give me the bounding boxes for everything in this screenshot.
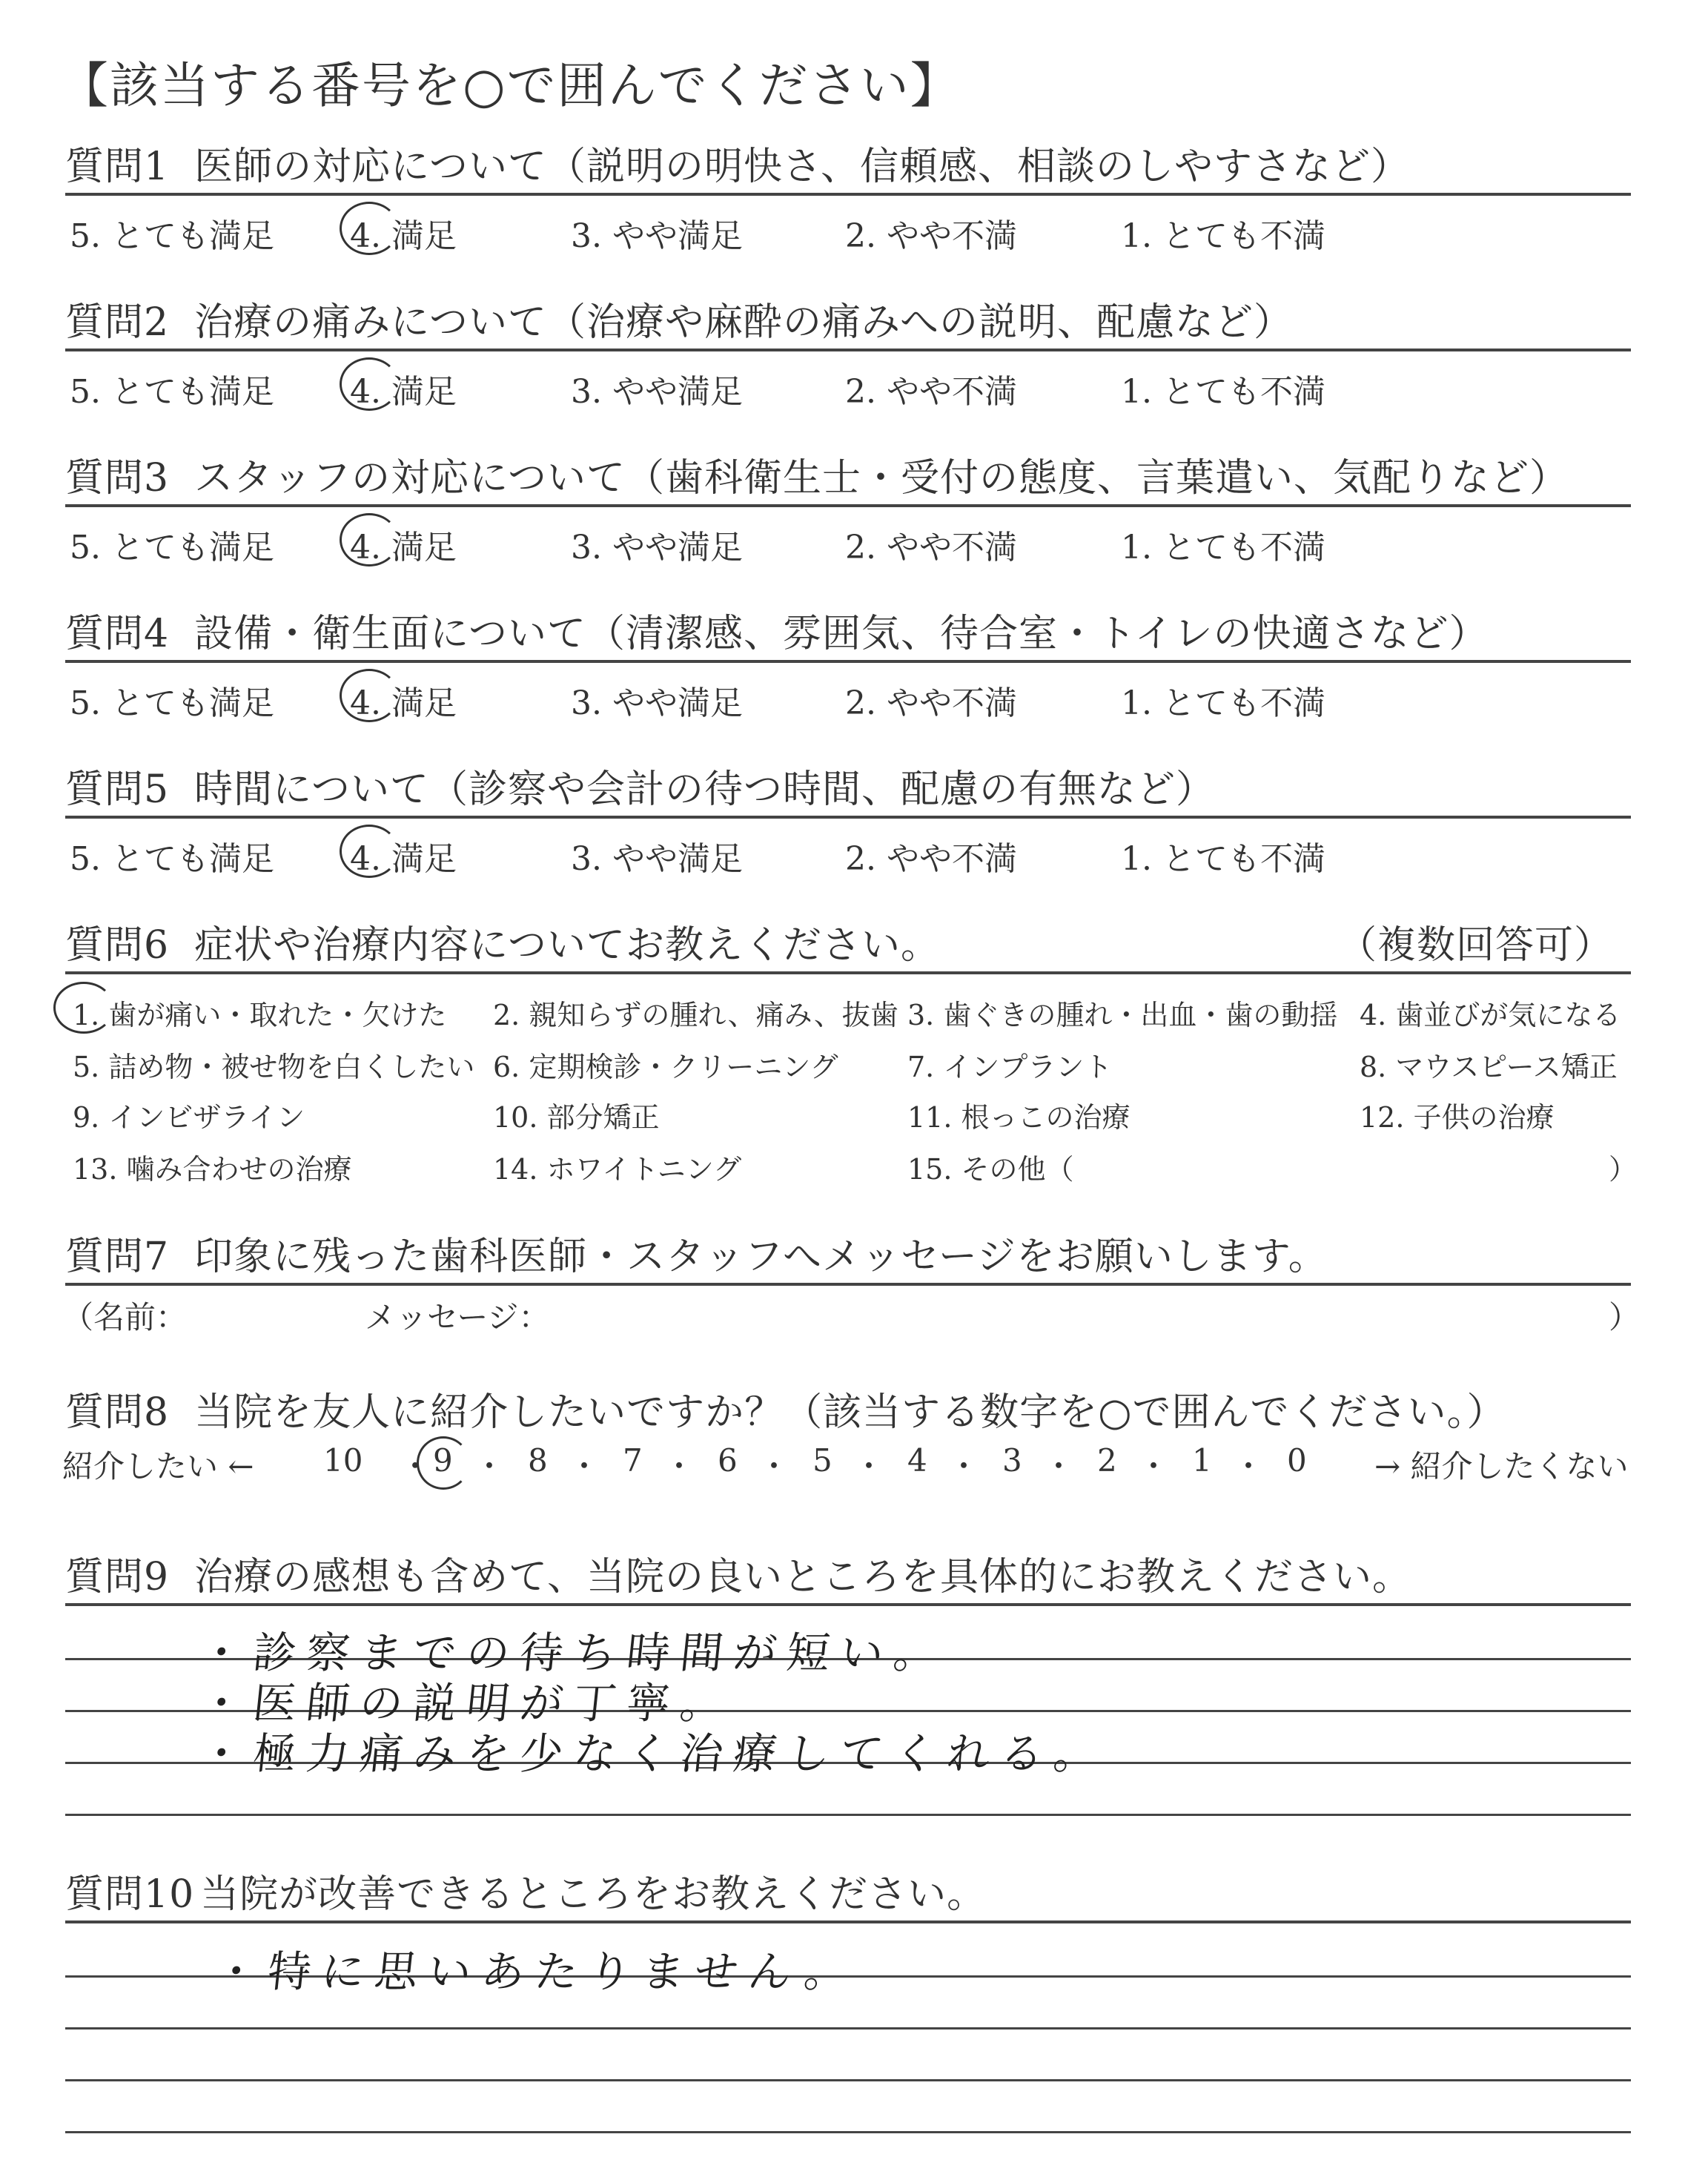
scale-0[interactable]: 0	[1287, 1442, 1307, 1479]
scale-dot: ・	[948, 1448, 980, 1484]
option-4[interactable]: 4. 満足	[350, 840, 457, 878]
option-1[interactable]: 1. とても不満	[1121, 529, 1325, 567]
handwritten-answer: ・特に思いあたりません。	[211, 1946, 861, 1997]
answer-line	[65, 2027, 1631, 2029]
question-3-heading	[65, 452, 1631, 507]
q6-item-15-close: ）	[1609, 1153, 1638, 1186]
question-10-heading	[65, 1869, 1631, 1923]
option-1[interactable]: 1. とても不満	[1121, 840, 1325, 878]
q6-item-11[interactable]: 11. 根っこの治療	[907, 1101, 1131, 1134]
answer-line	[65, 2131, 1631, 2133]
q6-item-15[interactable]: 15. その他（	[907, 1153, 1074, 1186]
option-3[interactable]: 3. やや満足	[571, 840, 743, 878]
option-3[interactable]: 3. やや満足	[571, 529, 743, 567]
question-5-heading	[65, 764, 1631, 819]
question-number: 質問8	[65, 1390, 170, 1435]
option-2[interactable]: 2. やや不満	[845, 529, 1017, 567]
scale-dot: ・	[663, 1448, 695, 1484]
option-1[interactable]: 1. とても不満	[1121, 217, 1325, 255]
scale-dot: ・	[400, 1448, 431, 1484]
option-1[interactable]: 1. とても不満	[1121, 684, 1325, 722]
question-number: 質問9	[65, 1555, 170, 1599]
question-text: 当院が改善できるところをお教えください。	[200, 1872, 987, 1917]
multiple-answers-note: （複数回答可）	[1337, 923, 1613, 968]
q6-item-7[interactable]: 7. インプラント	[907, 1051, 1113, 1083]
scale-dot: ・	[474, 1448, 506, 1484]
question-text: 治療の感想も含めて、当院の良いところを具体的にお教えください。	[194, 1555, 1412, 1599]
question-text: 設備・衛生面について（清潔感、雰囲気、待合室・トイレの快適さなど）	[194, 612, 1489, 656]
q6-item-3[interactable]: 3. 歯ぐきの腫れ・出血・歯の動揺	[907, 999, 1338, 1031]
question-2-heading	[65, 297, 1631, 351]
question-text: 時間について（診察や会計の待つ時間、配慮の有無など）	[194, 767, 1216, 812]
answer-line	[65, 1814, 1631, 1816]
selection-circle	[340, 825, 399, 878]
question-number: 質問2	[65, 300, 170, 345]
recommend-scale	[62, 1442, 1634, 1487]
scale-9[interactable]: 9	[433, 1442, 453, 1479]
scale-3[interactable]: 3	[1002, 1442, 1022, 1479]
option-4[interactable]: 4. 満足	[350, 373, 457, 411]
q6-item-5[interactable]: 5. 詰め物・被せ物を白くしたい	[73, 1051, 475, 1083]
scale-2[interactable]: 2	[1097, 1442, 1117, 1479]
name-label: （名前：	[62, 1299, 188, 1335]
option-2[interactable]: 2. やや不満	[845, 684, 1017, 722]
selection-circle	[340, 357, 399, 411]
scale-dot: ・	[1138, 1448, 1170, 1484]
option-4[interactable]: 4. 満足	[350, 529, 457, 567]
selection-circle	[53, 982, 114, 1034]
question-number: 質問1	[65, 145, 170, 189]
scale-1[interactable]: 1	[1192, 1442, 1212, 1479]
q6-item-13[interactable]: 13. 噛み合わせの治療	[73, 1153, 352, 1186]
handwritten-answer: ・極力痛みを少なく治療してくれる。	[196, 1728, 1110, 1779]
page-title: 【該当する番号を○で囲んでください】	[59, 57, 961, 114]
q6-item-4[interactable]: 4. 歯並びが気になる	[1360, 999, 1621, 1031]
question-number: 質問3	[65, 456, 170, 501]
option-1[interactable]: 1. とても不満	[1121, 373, 1325, 411]
option-2[interactable]: 2. やや不満	[845, 840, 1017, 878]
q6-item-9[interactable]: 9. インビザライン	[73, 1101, 305, 1134]
option-2[interactable]: 2. やや不満	[845, 217, 1017, 255]
option-3[interactable]: 3. やや満足	[571, 373, 743, 411]
question-8-heading	[65, 1387, 1631, 1439]
selection-circle	[417, 1436, 470, 1490]
question-6-heading	[65, 919, 1631, 974]
option-5[interactable]: 5. とても満足	[70, 529, 274, 567]
q6-item-12[interactable]: 12. 子供の治療	[1360, 1101, 1555, 1134]
scale-5[interactable]: 5	[812, 1442, 833, 1479]
question-number: 質問6	[65, 923, 170, 968]
option-3[interactable]: 3. やや満足	[571, 684, 743, 722]
selection-circle	[340, 202, 399, 255]
scale-left-label: 紹介したい ←	[62, 1448, 254, 1484]
question-text: 症状や治療内容についてお教えください。	[194, 923, 941, 968]
question-text: スタッフの対応について（歯科衛生士・受付の態度、言葉遣い、気配りなど）	[194, 456, 1569, 501]
option-5[interactable]: 5. とても満足	[70, 373, 274, 411]
scale-dot: ・	[569, 1448, 600, 1484]
scale-4[interactable]: 4	[907, 1442, 927, 1479]
question-9-heading	[65, 1551, 1631, 1606]
question-1-heading	[65, 141, 1631, 196]
option-5[interactable]: 5. とても満足	[70, 217, 274, 255]
message-close: ）	[1609, 1299, 1641, 1335]
q6-item-10[interactable]: 10. 部分矯正	[493, 1101, 660, 1134]
option-5[interactable]: 5. とても満足	[70, 684, 274, 722]
question-number: 質問5	[65, 767, 170, 812]
scale-6[interactable]: 6	[718, 1442, 738, 1479]
scale-dot: ・	[1233, 1448, 1265, 1484]
scale-8[interactable]: 8	[528, 1442, 548, 1479]
scale-dot: ・	[1043, 1448, 1075, 1484]
scale-dot: ・	[758, 1448, 790, 1484]
option-5[interactable]: 5. とても満足	[70, 840, 274, 878]
answer-line	[65, 2079, 1631, 2081]
option-3[interactable]: 3. やや満足	[571, 217, 743, 255]
message-label: メッセージ：	[365, 1299, 550, 1335]
q6-item-6[interactable]: 6. 定期検診・クリーニング	[493, 1051, 838, 1083]
question-text: 医師の対応について（説明の明快さ、信頼感、相談のしやすさなど）	[194, 145, 1410, 189]
question-number: 質問10	[65, 1872, 195, 1917]
option-2[interactable]: 2. やや不満	[845, 373, 1017, 411]
question-text: 印象に残った歯科医師・スタッフへメッセージをお願いします。	[194, 1235, 1328, 1279]
question-number: 質問7	[65, 1235, 170, 1279]
q6-item-1[interactable]: 1. 歯が痛い・取れた・欠けた	[73, 999, 447, 1031]
q6-item-14[interactable]: 14. ホワイトニング	[493, 1153, 742, 1186]
handwritten-answer: ・診察までの待ち時間が短い。	[196, 1628, 950, 1678]
scale-dot: ・	[853, 1448, 885, 1484]
question-7-heading	[65, 1231, 1631, 1286]
scale-right-label: → 紹介したくない	[1374, 1448, 1629, 1484]
handwritten-answer: ・医師の説明が丁寧。	[196, 1678, 737, 1728]
question-4-heading	[65, 608, 1631, 663]
q6-item-2[interactable]: 2. 親知らずの腫れ、痛み、抜歯	[493, 999, 898, 1031]
q6-item-8[interactable]: 8. マウスピース矯正	[1360, 1051, 1618, 1083]
question-number: 質問4	[65, 612, 170, 656]
option-4[interactable]: 4. 満足	[350, 684, 457, 722]
scale-7[interactable]: 7	[623, 1442, 643, 1479]
question-text: 治療の痛みについて（治療や麻酔の痛みへの説明、配慮など）	[194, 300, 1294, 345]
option-4[interactable]: 4. 満足	[350, 217, 457, 255]
selection-circle	[340, 513, 399, 567]
question-text: 当院を友人に紹介したいですか？（該当する数字を○で囲んでください。）	[194, 1390, 1506, 1435]
scale-10[interactable]: 10	[323, 1442, 363, 1479]
selection-circle	[340, 669, 399, 722]
